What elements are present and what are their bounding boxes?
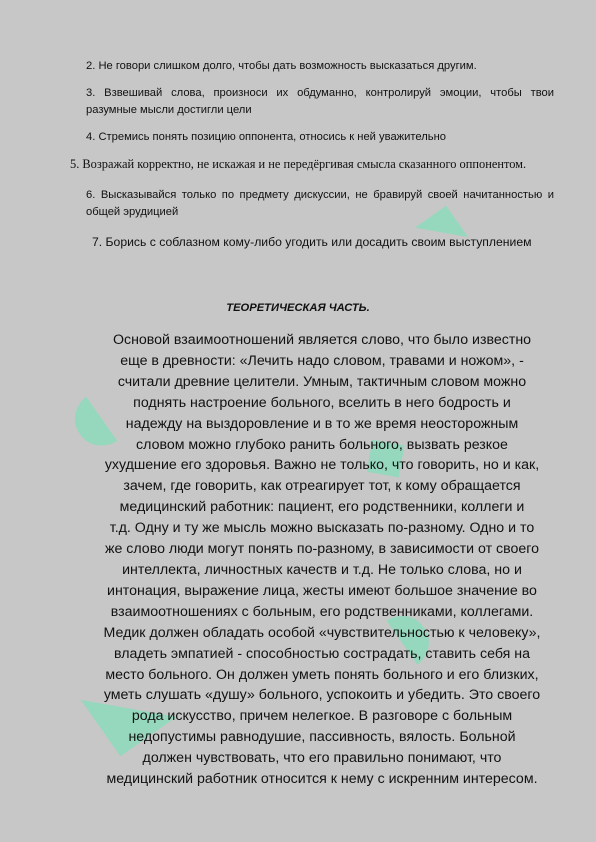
- body-line: место больного. Он должен уметь понять больного и его близких,: [105, 666, 539, 683]
- body-line: уметь слушать «душу» больного, успокоить и убедить. Это своего: [103, 687, 541, 704]
- rule-7: 7. Борись с соблазном кому-либо угодить или досадить своим выступлением: [92, 235, 532, 249]
- watermark-shape: ◗: [369, 586, 448, 676]
- body-line: владеть эмпатией - способностью сострадать, ставить себя на: [114, 645, 530, 662]
- rule-2: 2. Не говори слишком долго, чтобы дать возможность высказаться другим.: [86, 60, 477, 72]
- body-line: медицинский работник относится к нему с искренним интересом.: [106, 771, 538, 788]
- body-line: рода искусство, причем нелегкое. В разговоре с больным: [131, 708, 513, 725]
- section-heading: ТЕОРЕТИЧЕСКАЯ ЧАСТЬ.: [226, 302, 370, 314]
- watermark-shape: ◥: [406, 194, 472, 264]
- watermark-shape: ◣: [66, 639, 184, 766]
- body-line: же слово люди могут понять по-разному, в зависимости от своего: [104, 541, 540, 558]
- body-line: ухудшение его здоровья. Важно не только, что говорить, но и как,: [104, 457, 540, 474]
- watermark-shape: ◖: [49, 376, 128, 466]
- rule-4: 4. Стремись понять позицию оппонента, относись к ней уважительно: [86, 131, 447, 143]
- body-line: т.д. Одну и ту же мысль можно высказать по-разному. Одно и то: [109, 520, 535, 537]
- body-line: интонация, выражение лица, жесты имеют большое значение во: [107, 582, 537, 599]
- body-line: надежду на выздоровление и в то же время неосторожным: [125, 415, 519, 432]
- watermark-shape: ◆: [344, 413, 423, 497]
- body-line: словом можно глубоко ранить больного, вызвать резкое: [136, 436, 508, 453]
- rule-6: 6. Высказывайся только по предмету дискуссии, не бравируй своей начитанностью и общей эрудицией: [86, 189, 554, 218]
- body-line: считали древние целители. Умным, тактичным словом можно: [117, 373, 527, 390]
- body-line: взаимоотношениях с больным, его родственниками, коллегами.: [110, 603, 534, 620]
- body-paragraph: [80, 330, 564, 790]
- rule-3: 3. Взвешивай слова, произноси их обдуманно, контролируй эмоции, чтобы твои разумные мысли достигли цели: [86, 87, 554, 116]
- rule-5: 5. Возражай корректно, не искажая и не передёргивая смысла сказанного оппонентом.: [70, 157, 527, 171]
- body-line: недопустимы равнодушие, пассивность, вялость. Больной: [128, 729, 516, 746]
- body-line: Медик должен обладать особой «чувствительностью к человеку»,: [103, 624, 541, 641]
- body-line: Основой взаимоотношений является слово, что было известно: [112, 332, 532, 348]
- body-line: еще в древности: «Лечить надо словом, травами и ножом», -: [120, 352, 524, 369]
- body-line: интеллекта, личностных качеств и т.д. Не только слова, но и: [122, 561, 522, 578]
- body-line: должен чувствовать, что его правильно понимают, что: [142, 750, 502, 767]
- body-line: зачем, где говорить, как отреагирует тот, к кому обращается: [123, 478, 521, 495]
- body-line: медицинский работник: пациент, его родственники, коллеги и: [119, 499, 525, 516]
- body-line: поднять настроение больного, вселить в него бодрость и: [133, 394, 511, 411]
